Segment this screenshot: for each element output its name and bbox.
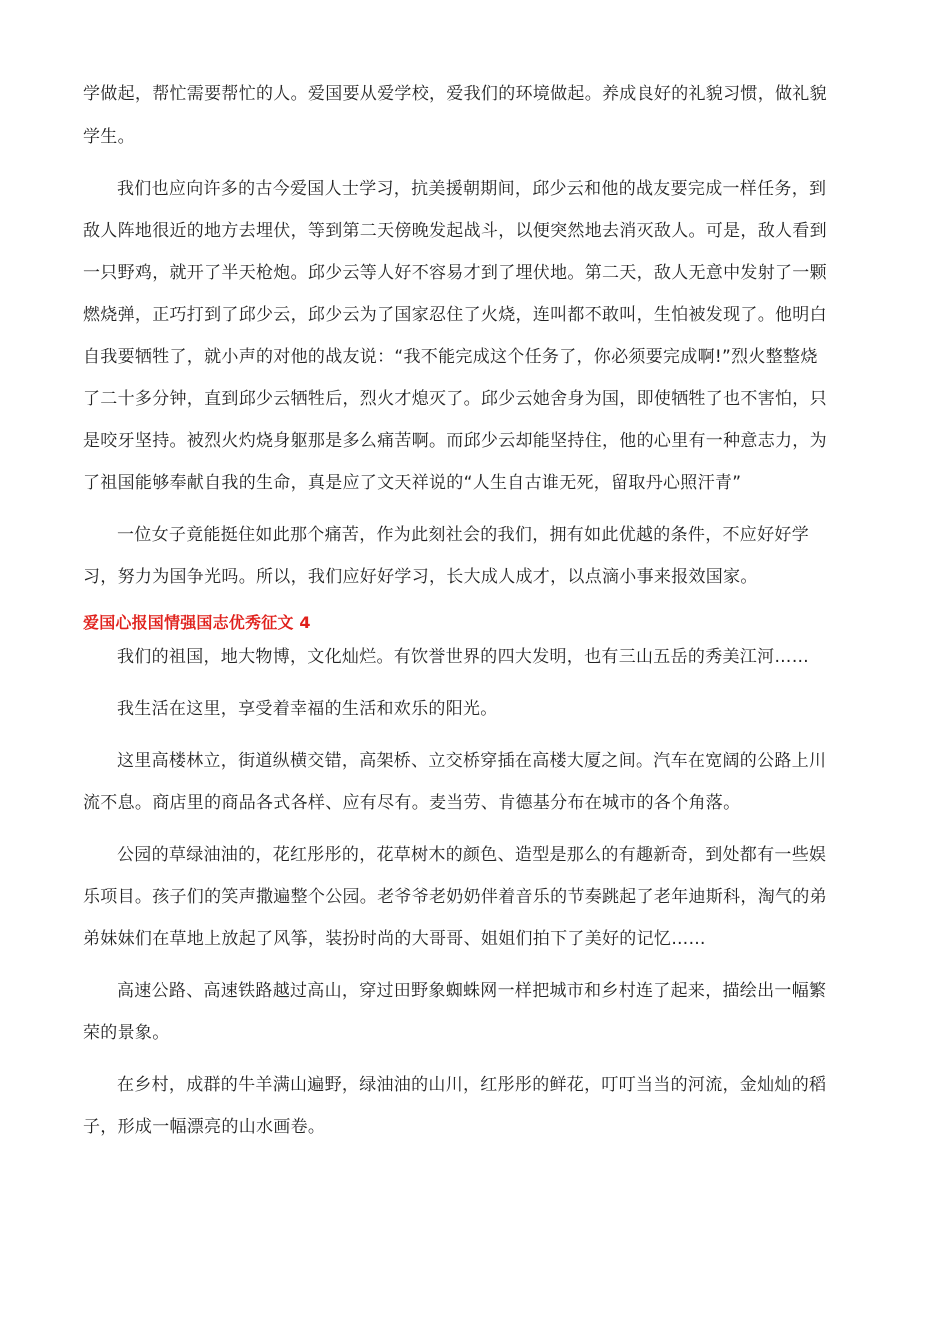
paragraph-line: 子，形成一幅漂亮的山水画卷。	[83, 1117, 326, 1137]
paragraph-line: 乐项目。孩子们的笑声撒遍整个公园。老爷爷老奶奶伴着音乐的节奏跳起了老年迪斯科，淘气的弟	[83, 887, 827, 907]
paragraph-line: 学生。	[83, 127, 135, 147]
paragraph-line: 弟妹妹们在草地上放起了风筝，装扮时尚的大哥哥、姐姐们拍下了美好的记忆……	[83, 929, 706, 949]
paragraph-line: 习，努力为国争光吗。所以，我们应好好学习，长大成人成才，以点滴小事来报效国家。	[83, 567, 758, 587]
paragraph-line: 公园的草绿油油的，花红彤彤的，花草树木的颜色、造型是那么的有趣新奇，到处都有一些娱	[117, 845, 827, 865]
paragraph-line: 我们的祖国，地大物博，文化灿烂。有饮誉世界的四大发明，也有三山五岳的秀美江河……	[117, 647, 809, 667]
paragraph-line: 荣的景象。	[83, 1023, 170, 1043]
paragraph-line: 一只野鸡，就开了半天枪炮。邱少云等人好不容易才到了埋伏地。第二天，敌人无意中发射了一颗	[83, 263, 827, 283]
paragraph-line: 流不息。商店里的商品各式各样、应有尽有。麦当劳、肯德基分布在城市的各个角落。	[83, 793, 741, 813]
paragraph-line: 是咬牙坚持。被烈火灼烧身躯那是多么痛苦啊。而邱少云却能坚持住，他的心里有一种意志力，为	[83, 431, 827, 451]
paragraph-line: 敌人阵地很近的地方去埋伏，等到第二天傍晚发起战斗，以便突然地去消灭敌人。可是，敌人看到	[83, 221, 827, 241]
paragraph-line: 这里高楼林立，街道纵横交错，高架桥、立交桥穿插在高楼大厦之间。汽车在宽阔的公路上川	[117, 751, 827, 771]
paragraph-line: 在乡村，成群的牛羊满山遍野，绿油油的山川，红彤彤的鲜花，叮叮当当的河流，金灿灿的稻	[117, 1075, 827, 1095]
paragraph-line: 一位女子竟能挺住如此那个痛苦，作为此刻社会的我们，拥有如此优越的条件，不应好好学	[117, 525, 809, 545]
section-heading: 爱国心报国情强国志优秀征文 4	[83, 613, 311, 632]
paragraph-line: 我们也应向许多的古今爱国人士学习，抗美援朝期间，邱少云和他的战友要完成一样任务，到	[117, 179, 827, 199]
paragraph-line: 了祖国能够奉献自我的生命，真是应了文天祥说的“人生自古谁无死，留取丹心照汗青”	[83, 473, 742, 493]
paragraph-line: 高速公路、高速铁路越过高山，穿过田野象蜘蛛网一样把城市和乡村连了起来，描绘出一幅繁	[117, 981, 827, 1001]
paragraph-line: 我生活在这里，享受着幸福的生活和欢乐的阳光。	[117, 699, 498, 719]
paragraph-line: 了二十多分钟，直到邱少云牺牲后，烈火才熄灭了。邱少云她舍身为国，即使牺牲了也不害怕，只	[83, 389, 827, 409]
paragraph-line: 自我要牺牲了，就小声的对他的战友说：“我不能完成这个任务了，你必须要完成啊!”烈火整整烧	[83, 347, 818, 367]
paragraph-line: 燃烧弹，正巧打到了邱少云，邱少云为了国家忍住了火烧，连叫都不敢叫，生怕被发现了。他明白	[83, 305, 827, 325]
paragraph-line: 学做起，帮忙需要帮忙的人。爱国要从爱学校，爱我们的环境做起。养成良好的礼貌习惯，做礼貌	[83, 84, 827, 104]
